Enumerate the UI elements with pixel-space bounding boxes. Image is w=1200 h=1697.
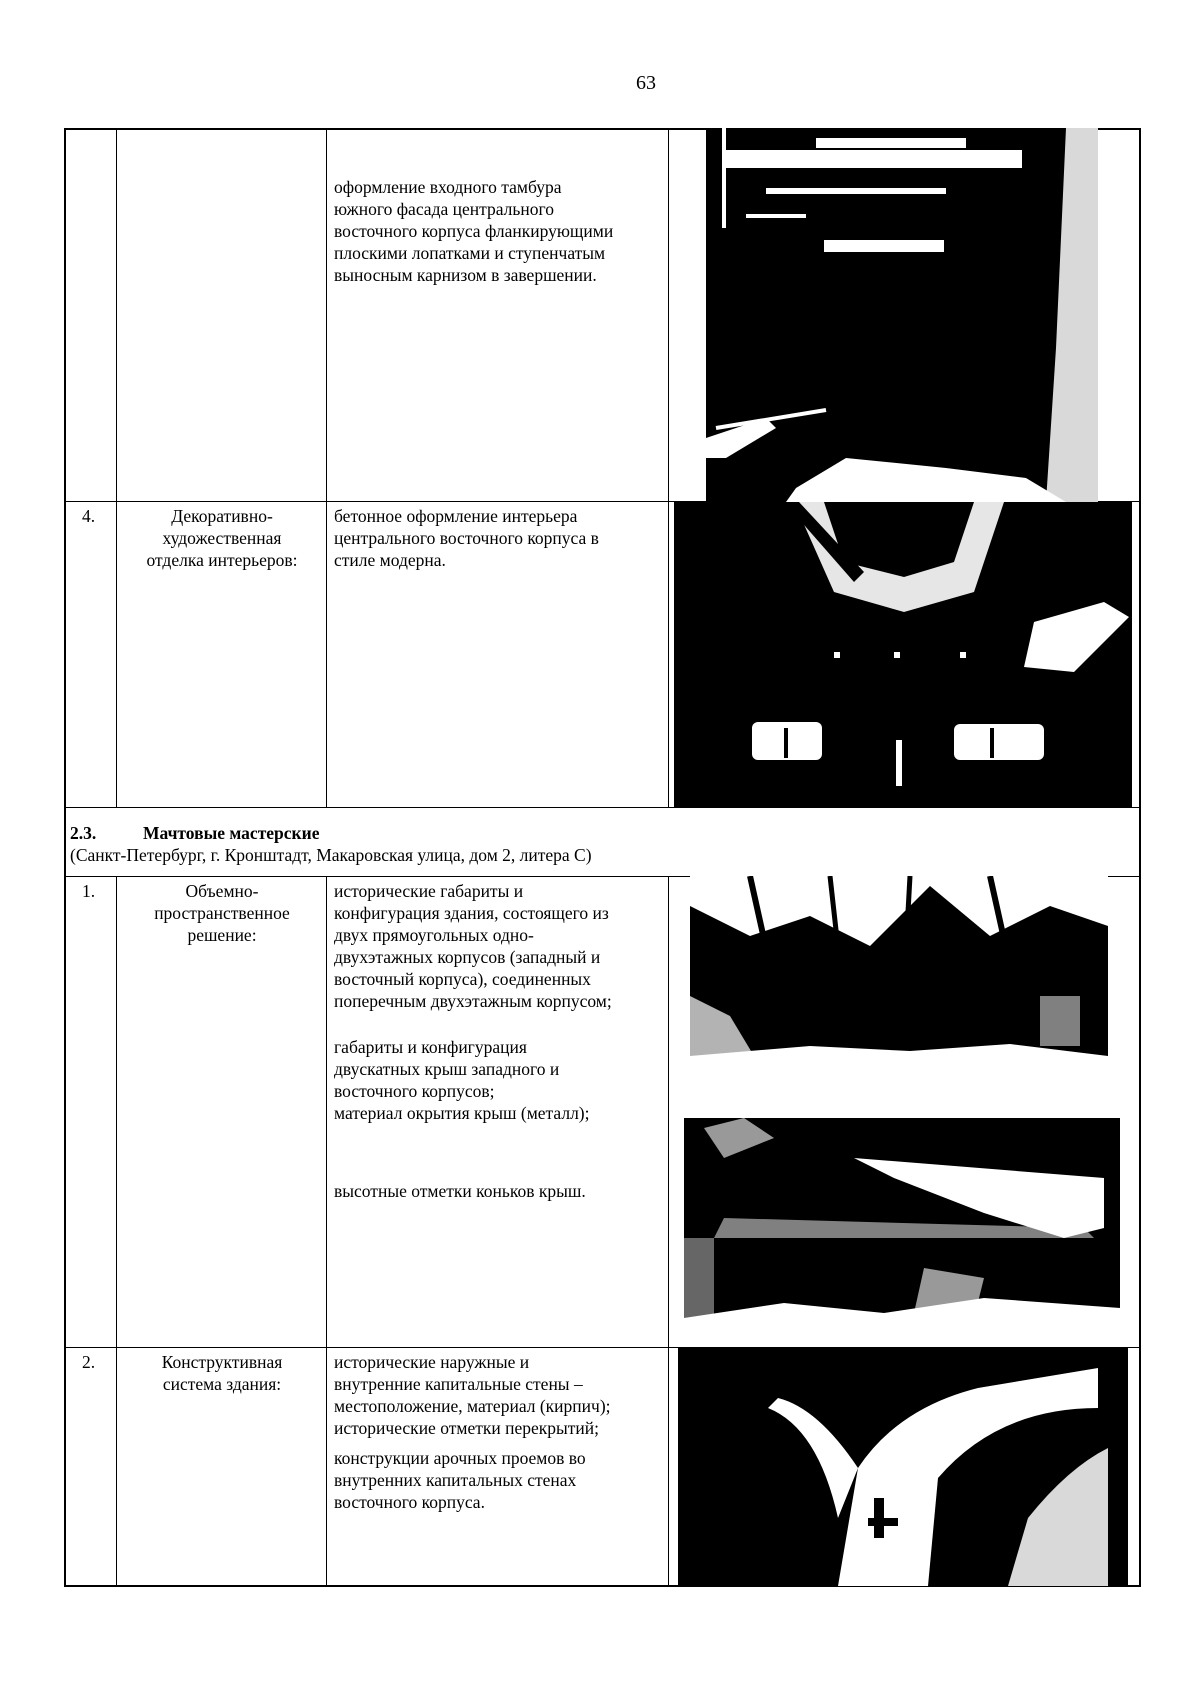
row-number: 4. [82, 506, 96, 526]
category-text: Декоративно- художественная отделка интерьеров: [146, 506, 298, 570]
feature-text: габариты и конфигурация двускатных крыш западного и восточного корпусов; материал окрытия крыш (металл); [334, 1037, 590, 1123]
feature-text: бетонное оформление интерьера центрального восточного корпуса в стиле модерна. [334, 506, 599, 570]
section-title: Мачтовые мастерские [143, 823, 320, 843]
exterior-photo [684, 1118, 1120, 1347]
section-address: (Санкт-Петербург, г. Кронштадт, Макаровская улица, дом 2, литера С) [70, 845, 592, 865]
arch-photo [678, 1348, 1128, 1586]
feature-text: исторические габариты и конфигурация здания, состоящего из двух прямоугольных одно- двухэтажных корпусов (западный и восточный корпуса), соединенных поперечным двухэтажным корпусом; [334, 881, 612, 1011]
section-number: 2.3. [70, 823, 97, 843]
interior-photo [674, 502, 1132, 807]
row-number: 1. [82, 881, 96, 901]
category-text: Конструктивная система здания: [161, 1352, 283, 1394]
exterior-photo [690, 876, 1108, 1098]
row-number: 2. [82, 1352, 96, 1372]
feature-text: конструкции арочных проемов во внутренних капитальных стенах восточного корпуса. [334, 1448, 586, 1512]
category-text: Объемно- пространственное решение: [154, 881, 290, 945]
feature-text: оформление входного тамбура южного фасада центрального восточного корпуса фланкирующими плоскими лопатками и ступенчатым выносным карнизом в завершении. [334, 177, 614, 285]
building-photo [706, 128, 1098, 502]
feature-text: высотные отметки коньков крыш. [334, 1181, 586, 1201]
feature-text: исторические наружные и внутренние капитальные стены – местоположение, материал (кирпич); исторические отметки перекрытий; [334, 1352, 611, 1438]
page-number: 63 [636, 72, 656, 94]
